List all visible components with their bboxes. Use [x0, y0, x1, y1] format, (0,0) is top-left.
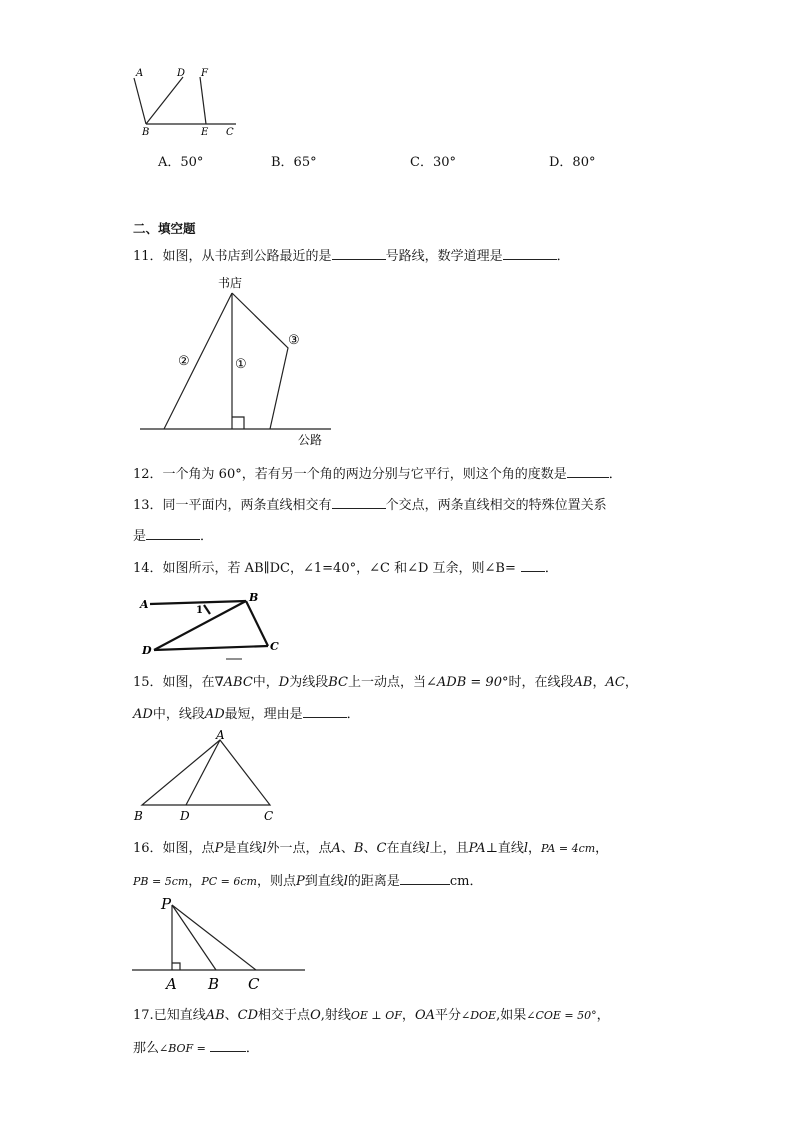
q16-t10: 在直线: [386, 841, 426, 856]
label-C: C: [270, 640, 279, 653]
q15-figure: [130, 728, 280, 824]
label-D: D: [180, 809, 190, 823]
q11-text: [133, 245, 570, 264]
q14-number: 14．: [133, 561, 163, 576]
q15-line1: [133, 671, 638, 690]
q15-line2: [133, 703, 360, 722]
q10-option-c: C．30°: [410, 155, 456, 170]
q16-blank[interactable]: [400, 872, 450, 885]
q16-t1: P: [214, 841, 224, 856]
q16-t7: B: [353, 841, 364, 856]
q16-u0: PB = 5cm: [133, 875, 189, 888]
q15-number: 15．: [133, 675, 163, 690]
q11-figure: [138, 272, 338, 450]
q11-number: 11．: [133, 249, 163, 264]
q15-u1: 中，线段: [152, 707, 205, 722]
q15-t9: AB: [573, 675, 593, 690]
q16-t4: 外一点，点: [266, 841, 332, 856]
q17-number: 17.: [133, 1008, 154, 1023]
q10-option-a: A．50°: [158, 155, 204, 170]
label-A: A: [136, 68, 144, 79]
q12-number: 12．: [133, 467, 163, 482]
q15-u0: AD: [133, 707, 153, 722]
q13-text-a: 同一平面内，两条直线相交有: [162, 498, 332, 513]
q15-t3: D: [278, 675, 290, 690]
q16-t15: l: [523, 841, 529, 856]
q15-t6: 上一动点，当: [348, 675, 427, 690]
q14-text-a: 如图所示，若 AB∥DC，∠1=40°，∠C 和∠D 互余，则∠B=: [162, 561, 516, 576]
q14-text: [133, 557, 558, 576]
label-F: F: [201, 68, 208, 79]
q15-t2: 中，: [252, 675, 279, 690]
q15-t5: BC: [328, 675, 348, 690]
q13-text-line2: 是: [133, 529, 147, 544]
q15-u2: AD: [204, 707, 225, 722]
q16-t8: 、: [363, 841, 377, 856]
q16-u6: l: [343, 874, 348, 889]
q16-t16: ，: [528, 841, 542, 856]
label-A: A: [166, 975, 177, 993]
q13-text-b: 个交点，两条直线相交的特殊位置关系: [385, 498, 607, 513]
label-B: B: [249, 591, 259, 604]
q16-t18: ，: [595, 841, 609, 856]
q16-u5: 到直线: [304, 874, 344, 889]
q13-blank-2[interactable]: [146, 527, 200, 540]
q16-t9: C: [376, 841, 387, 856]
label-store: 书店: [218, 276, 243, 290]
q16-t5: A: [331, 841, 341, 856]
q15-t4: 为线段: [289, 675, 329, 690]
q12-text-c: ．: [608, 467, 622, 482]
q15-t11: AC: [605, 675, 625, 690]
q17-u0: 那么: [133, 1041, 160, 1056]
q15-t1: ∇ABC: [214, 675, 253, 690]
q16-t0: 如图，点: [162, 841, 215, 856]
q15-blank[interactable]: [303, 705, 347, 718]
q16-figure: [130, 893, 310, 993]
q17-t12: ,如果: [496, 1008, 527, 1023]
label-angle-1: 1: [196, 605, 203, 616]
q11-text-b: 号路线，数学道理是: [385, 249, 503, 264]
q15-u3: 最短，理由是: [224, 707, 303, 722]
q17-t7: OE ⊥ OF: [350, 1009, 402, 1022]
q10-figure: [128, 64, 240, 138]
q17-t3: CD: [237, 1008, 259, 1023]
q15-t10: ，: [592, 675, 606, 690]
q17-t14: ，: [596, 1008, 610, 1023]
label-dash: —: [226, 649, 234, 658]
q14-figure: [138, 588, 288, 662]
q17-t8: ，: [401, 1008, 415, 1023]
label-C: C: [248, 975, 260, 993]
label-E: E: [201, 127, 209, 138]
label-road: 公路: [298, 433, 323, 447]
q16-u4: P: [295, 874, 305, 889]
q17-t2: 、: [224, 1008, 238, 1023]
label-C: C: [226, 127, 234, 138]
q15-t0: 如图，在: [162, 675, 215, 690]
q12-blank[interactable]: [567, 465, 609, 478]
q16-t17: PA = 4cm: [541, 842, 596, 855]
q17-line2: [133, 1037, 259, 1056]
label-A: A: [216, 728, 225, 742]
q17-t10: 平分: [434, 1008, 461, 1023]
q16-line2: [133, 870, 483, 889]
label-A: A: [140, 598, 149, 611]
label-P: P: [161, 895, 172, 913]
label-D: D: [142, 644, 152, 657]
q17-line1: [133, 1004, 610, 1023]
q16-t11: l: [425, 841, 430, 856]
q13-blank-1[interactable]: [332, 496, 386, 509]
q17-t11: ∠DOE: [461, 1009, 497, 1022]
q14-text-c: ．: [544, 561, 558, 576]
q11-blank-1[interactable]: [332, 247, 386, 260]
q10-option-b: B．65°: [271, 155, 317, 170]
section-title: 二、填空题: [133, 221, 196, 236]
q13-line2: [133, 525, 213, 544]
q17-t9: OA: [414, 1008, 435, 1023]
q16-u1: ，: [188, 874, 202, 889]
q17-u1: ∠BOF =: [159, 1042, 206, 1055]
q16-u7: 的距离是: [347, 874, 400, 889]
label-route-1: ①: [235, 357, 247, 372]
q17-t0: 已知直线: [153, 1008, 206, 1023]
q11-blank-2[interactable]: [503, 247, 557, 260]
q17-blank[interactable]: [210, 1039, 246, 1052]
q16-number: 16．: [133, 841, 163, 856]
label-B: B: [142, 127, 150, 138]
q15-t12: ，: [624, 675, 638, 690]
q16-t13: PA: [468, 841, 486, 856]
q12-text: [133, 463, 622, 482]
q13-number: 13．: [133, 498, 163, 513]
label-B: B: [134, 809, 143, 823]
q17-t6: ,射线: [320, 1008, 351, 1023]
q16-t2: 是直线: [223, 841, 263, 856]
q16-line1: [133, 837, 608, 856]
q10-option-d: D．80°: [549, 155, 596, 170]
q16-u2: PC = 6cm: [201, 875, 257, 888]
q15-t7: ∠ADB = 90°: [426, 675, 509, 690]
q16-end: cm．: [449, 874, 483, 889]
q16-t12: 上，且: [429, 841, 469, 856]
q17-t13: ∠COE = 50°: [526, 1009, 597, 1022]
q13-line1: [133, 494, 607, 513]
q11-text-c: ．: [556, 249, 570, 264]
q15-end: ．: [346, 707, 360, 722]
label-route-2: ②: [178, 354, 190, 369]
label-C: C: [264, 809, 274, 823]
q16-t6: 、: [340, 841, 354, 856]
q16-t3: l: [262, 841, 267, 856]
q13-text-end: ．: [200, 529, 214, 544]
q17-t1: AB: [205, 1008, 225, 1023]
label-D: D: [177, 68, 186, 79]
q11-text-a: 如图，从书店到公路最近的是: [162, 249, 332, 264]
q16-t14: ⊥直线: [485, 841, 524, 856]
q17-t4: 相交于点: [258, 1008, 311, 1023]
q17-t5: O: [310, 1008, 321, 1023]
q16-u3: ，则点: [256, 874, 296, 889]
q14-blank[interactable]: [521, 559, 545, 572]
q17-end: ．: [245, 1041, 259, 1056]
q12-text-a: 一个角为 60°，若有另一个角的两边分别与它平行，则这个角的度数是: [162, 467, 567, 482]
q15-t8: 时，在线段: [508, 675, 574, 690]
label-B: B: [208, 975, 220, 993]
label-route-3: ③: [288, 333, 300, 348]
